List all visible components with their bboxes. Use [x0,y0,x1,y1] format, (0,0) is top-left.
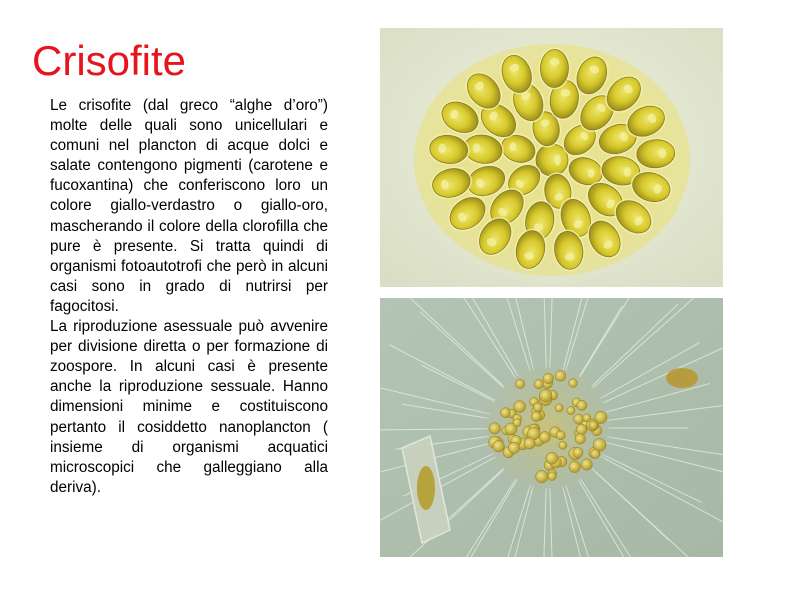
page-title: Crisofite [32,37,187,84]
colony-image [380,28,723,287]
colony-micrograph-top [380,28,723,287]
description-text [50,96,328,498]
paragraph-2: La riproduzione asessuale può avvenire per divisione diretta o per formazione di zoospore. In alcuni casi è presente anche la riproduzione sessuale. Hanno dimensioni minime e costituiscono pertanto il cosiddetto nanoplancton ( insieme di organismi acquatici microscopici che galleggiano alla deriva). [50,318,328,496]
colony-micrograph-bottom [380,298,723,557]
plankton-image [380,298,723,557]
paragraph-1: Le crisofite (dal greco “alghe d’oro”) molte delle quali sono unicellulari e comuni nel plancton di acque dolci e salate contengono pigmenti (carotene e fucoxantina) che conferiscono loro un colore giallo-verdastro o giallo-oro, mascherando il colore della clorofilla che pure è presente. Si tratta quindi di organismi fotoautotrofi che però in alcuni casi sono in grado di nutrirsi per fagocitosi. [50,97,328,315]
